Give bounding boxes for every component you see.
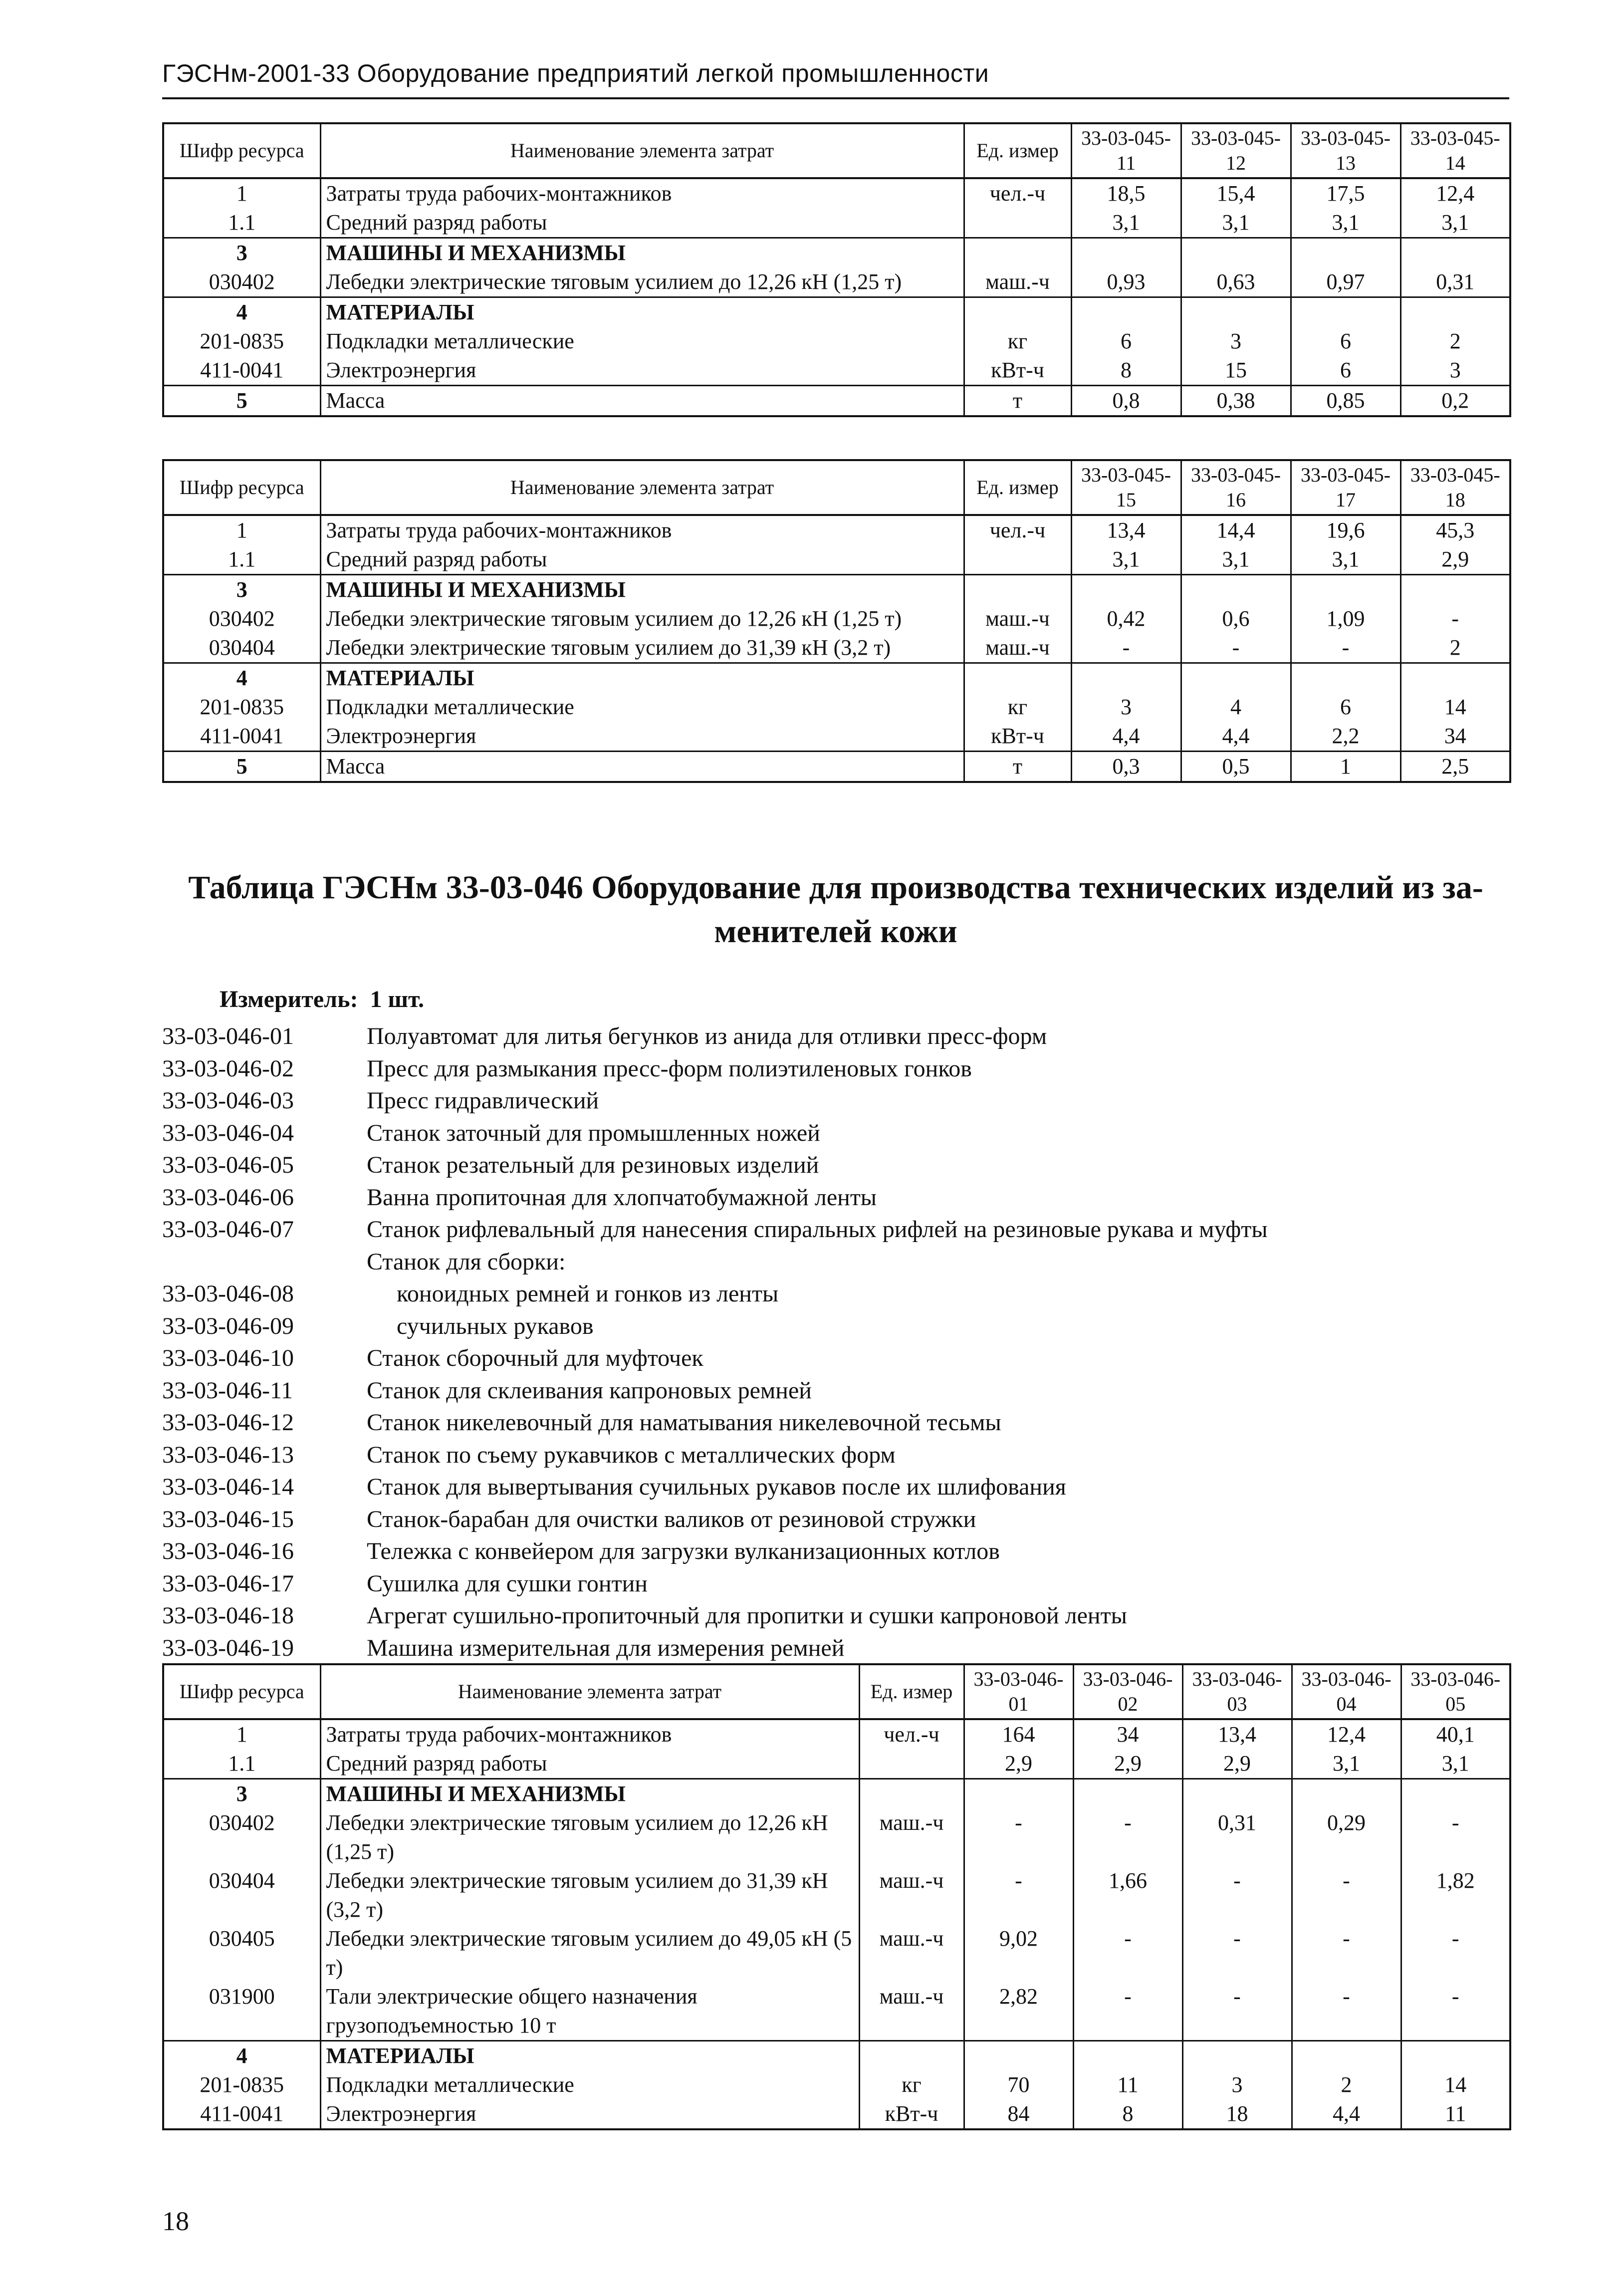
col-header-unit: Ед. измер [964,123,1071,178]
norm-value: 164 [964,1719,1073,1749]
resource-name: Средний разряд работы [320,208,964,238]
item-code: 33-03-046-03 [162,1087,294,1114]
resource-code: 030404 [163,633,320,663]
norm-value: - [1401,1982,1510,2041]
resource-code: 201-0835 [163,327,320,356]
norm-value: - [964,1808,1073,1866]
norm-value: 8 [1073,2099,1182,2129]
col-header-norm: 33-03-045-11 [1071,123,1181,178]
col-header-norm: 33-03-046-03 [1182,1664,1292,1719]
norm-value: 9,02 [964,1924,1073,1982]
table-row [163,545,1510,575]
resource-name: Лебедки электрические тяговым усилием до 12,26 кН (1,25 т) [320,1808,859,1866]
table-row [163,1749,1510,1779]
table-row [163,1719,1510,1749]
norm-value: - [1182,1982,1292,2041]
resource-name: Электроэнергия [320,2099,859,2129]
section-title: МАТЕРИАЛЫ [320,297,964,327]
resource-unit: маш.-ч [964,633,1071,663]
norm-value: 3,1 [1291,545,1400,575]
meter-value: 1 шт. [370,986,424,1013]
norm-value: - [1073,1924,1182,1982]
section-title-line: менителей кожи [714,913,957,950]
norm-value: - [1400,604,1510,633]
section-row [163,297,1510,327]
norm-value: - [1181,633,1291,663]
norm-value: 45,3 [1400,515,1510,545]
table-row [163,356,1510,386]
item-code: 33-03-046-08 [162,1280,294,1307]
norm-value: 0,5 [1181,752,1291,782]
norm-value: - [1292,1982,1401,2041]
list-item [162,1632,1509,1665]
section-title: МАШИНЫ И МЕХАНИЗМЫ [320,575,964,605]
resource-name: Затраты труда рабочих-монтажников [320,178,964,208]
item-code: 33-03-046-14 [162,1474,294,1500]
item-text: Полуавтомат для литья бегунков из анида для отливки пресс-форм [367,1023,1047,1049]
section-code: 4 [163,2041,320,2071]
list-item [162,1310,1509,1343]
resource-unit: маш.-ч [964,267,1071,297]
table-row [163,327,1510,356]
norm-value: 15 [1181,356,1291,386]
resource-code: 411-0041 [163,2099,320,2129]
norm-value: 2,82 [964,1982,1073,2041]
resource-name: Затраты труда рабочих-монтажников [320,1719,859,1749]
list-item [162,1535,1509,1568]
norm-value: - [1073,1982,1182,2041]
table-row [163,1866,1510,1924]
table-row [163,633,1510,663]
norm-value: 0,93 [1071,267,1181,297]
item-code: 33-03-046-07 [162,1216,294,1243]
norm-value: - [1073,1808,1182,1866]
resource-unit: т [964,386,1071,417]
norm-value: 4,4 [1292,2099,1401,2129]
item-code: 33-03-046-09 [162,1312,294,1339]
item-text: Станок рифлевальный для нанесения спиральных рифлей на резиновые рукава и муфты [367,1216,1268,1243]
section-code: 3 [163,238,320,268]
norm-value: 1 [1291,752,1400,782]
norm-value: 40,1 [1401,1719,1510,1749]
list-item [162,1085,1509,1117]
list-item [162,1278,1509,1310]
resource-code: 030402 [163,604,320,633]
list-item [162,1600,1509,1632]
resource-name: Масса [320,752,964,782]
norm-value: - [1401,1808,1510,1866]
norm-value: 0,2 [1400,386,1510,417]
norm-value: 1,82 [1401,1866,1510,1924]
norm-value: 14 [1400,693,1510,722]
resource-unit [964,208,1071,238]
resource-unit: чел.-ч [859,1719,964,1749]
item-text: Станок для склеивания капроновых ремней [367,1377,812,1404]
norm-value: 2,9 [964,1749,1073,1779]
table-row [163,722,1510,752]
meter-label: Измеритель: [220,986,358,1013]
norm-value: - [1182,1924,1292,1982]
meter-line [220,986,424,1013]
norm-value: 15,4 [1181,178,1291,208]
norm-value: 2,9 [1400,545,1510,575]
resource-code: 5 [163,752,320,782]
table-row [163,2070,1510,2099]
resource-code: 1.1 [163,208,320,238]
norm-value: 8 [1071,356,1181,386]
norm-value: 3,1 [1291,208,1400,238]
norm-table-045-11-14 [162,122,1511,417]
list-item [162,1439,1509,1472]
norm-value: 0,31 [1400,267,1510,297]
item-text: Станок по съему рукавчиков с металлических форм [367,1441,896,1468]
resource-name: Подкладки металлические [320,693,964,722]
list-item [162,1407,1509,1439]
norm-value: 4,4 [1181,722,1291,752]
norm-value: 11 [1073,2070,1182,2099]
header-rule [162,97,1509,99]
norm-value: - [1292,1924,1401,1982]
list-item [162,1471,1509,1504]
resource-name: Средний разряд работы [320,1749,859,1779]
item-text: Ванна пропиточная для хлопчатобумажной ленты [367,1184,877,1211]
table-row [163,1982,1510,2041]
resource-name: Подкладки металлические [320,327,964,356]
norm-value: 14,4 [1181,515,1291,545]
list-item [162,1568,1509,1600]
item-text: Станок заточный для промышленных ножей [367,1119,820,1146]
norm-value: 0,63 [1181,267,1291,297]
norm-value: 2,9 [1182,1749,1292,1779]
resource-unit [859,1749,964,1779]
table-row [163,386,1510,417]
resource-name: Электроэнергия [320,356,964,386]
norm-value: 3,1 [1400,208,1510,238]
item-code: 33-03-046-02 [162,1055,294,1082]
norm-value: 0,3 [1071,752,1181,782]
norm-value: 12,4 [1292,1719,1401,1749]
list-item [162,1504,1509,1536]
norm-value: 13,4 [1182,1719,1292,1749]
table-row [163,208,1510,238]
norm-table-045-15-18 [162,459,1511,783]
item-code: 33-03-046-18 [162,1602,294,1629]
item-text: Станок для сборки: [367,1248,566,1275]
item-text: Станок сборочный для муфточек [367,1345,703,1371]
section-title-line: Таблица ГЭСНм 33-03-046 Оборудование для производства технических изделий из за- [188,869,1483,906]
norm-value: 3,1 [1181,545,1291,575]
norm-value: 0,29 [1292,1808,1401,1866]
norm-value: 3,1 [1401,1749,1510,1779]
resource-name: Тали электрические общего назначения грузоподъемностью 10 т [320,1982,859,2041]
resource-code: 1 [163,1719,320,1749]
resource-name: Подкладки металлические [320,2070,859,2099]
col-header-norm: 33-03-046-01 [964,1664,1073,1719]
resource-unit: чел.-ч [964,515,1071,545]
col-header-name: Наименование элемента затрат [320,1664,859,1719]
norm-value: 4,4 [1071,722,1181,752]
section-code: 4 [163,663,320,693]
list-item [162,1182,1509,1214]
resource-code: 030402 [163,1808,320,1866]
resource-unit: кг [964,693,1071,722]
resource-code: 1.1 [163,1749,320,1779]
norm-value: 2,5 [1400,752,1510,782]
resource-code: 411-0041 [163,356,320,386]
section-title [162,866,1509,954]
item-code: 33-03-046-01 [162,1023,294,1049]
norm-value: 18,5 [1071,178,1181,208]
resource-unit: т [964,752,1071,782]
norm-value: 3 [1400,356,1510,386]
item-code: 33-03-046-17 [162,1570,294,1597]
resource-code: 201-0835 [163,693,320,722]
norm-value: 2 [1292,2070,1401,2099]
norm-value: 4 [1181,693,1291,722]
resource-name: Лебедки электрические тяговым усилием до 12,26 кН (1,25 т) [320,604,964,633]
resource-unit: кг [964,327,1071,356]
page-number: 18 [162,2206,189,2236]
col-header-norm: 33-03-045-13 [1291,123,1400,178]
norm-value: 11 [1401,2099,1510,2129]
resource-code: 030404 [163,1866,320,1924]
item-code: 33-03-046-11 [162,1377,293,1404]
resource-unit: кг [859,2070,964,2099]
norm-value: 3,1 [1292,1749,1401,1779]
norm-value: 2,2 [1291,722,1400,752]
item-text: Машина измерительная для измерения ремней [367,1634,845,1661]
resource-code: 030405 [163,1924,320,1982]
resource-code: 201-0835 [163,2070,320,2099]
resource-name: Затраты труда рабочих-монтажников [320,515,964,545]
norm-value: 34 [1073,1719,1182,1749]
norm-value: 0,85 [1291,386,1400,417]
item-text: Пресс гидравлический [367,1087,599,1114]
norm-value: 17,5 [1291,178,1400,208]
resource-unit: маш.-ч [964,604,1071,633]
col-header-norm: 33-03-045-17 [1291,460,1400,515]
section-title: МАШИНЫ И МЕХАНИЗМЫ [320,1779,859,1809]
resource-code: 1 [163,515,320,545]
col-header-norm: 33-03-045-12 [1181,123,1291,178]
item-code: 33-03-046-04 [162,1119,294,1146]
norm-value: - [1291,633,1400,663]
resource-name: Лебедки электрические тяговым усилием до 31,39 кН (3,2 т) [320,1866,859,1924]
resource-name: Средний разряд работы [320,545,964,575]
norm-value: 0,97 [1291,267,1400,297]
col-header-unit: Ед. измер [964,460,1071,515]
section-title: МАТЕРИАЛЫ [320,663,964,693]
norm-value: 2 [1400,633,1510,663]
list-item [162,1375,1509,1407]
list-item [162,1214,1509,1246]
item-text: Агрегат сушильно-пропиточный для пропитки и сушки капроновой ленты [367,1602,1127,1629]
norm-value: - [1292,1866,1401,1924]
norm-value: 0,6 [1181,604,1291,633]
item-code: 33-03-046-15 [162,1506,294,1532]
list-item [162,1149,1509,1182]
col-header-code: Шифр ресурса [163,123,320,178]
norm-value: 0,38 [1181,386,1291,417]
resource-unit: маш.-ч [859,1982,964,2041]
norm-value: 3 [1181,327,1291,356]
resource-unit: чел.-ч [964,178,1071,208]
list-item [162,1020,1509,1053]
item-code: 33-03-046-05 [162,1152,294,1178]
resource-name: Лебедки электрические тяговым усилием до 49,05 кН (5 т) [320,1924,859,1982]
col-header-norm: 33-03-046-05 [1401,1664,1510,1719]
section-code: 4 [163,297,320,327]
resource-code: 411-0041 [163,722,320,752]
resource-code: 5 [163,386,320,417]
norm-value: 0,8 [1071,386,1181,417]
norm-value: 0,42 [1071,604,1181,633]
table-row [163,752,1510,782]
col-header-norm: 33-03-046-02 [1073,1664,1182,1719]
item-code: 33-03-046-19 [162,1634,294,1661]
list-item [162,1246,1509,1278]
item-text: Тележка с конвейером для загрузки вулканизационных котлов [367,1538,1000,1564]
norm-value: 3 [1071,693,1181,722]
norm-value: 34 [1400,722,1510,752]
item-text: Станок-барабан для очистки валиков от резиновой стружки [367,1506,976,1532]
norm-value: - [1401,1924,1510,1982]
resource-unit: кВт-ч [859,2099,964,2129]
list-item [162,1117,1509,1150]
col-header-code: Шифр ресурса [163,460,320,515]
table-row [163,2099,1510,2129]
norm-value: 2,9 [1073,1749,1182,1779]
col-header-norm: 33-03-046-04 [1292,1664,1401,1719]
norm-value: 84 [964,2099,1073,2129]
col-header-norm: 33-03-045-15 [1071,460,1181,515]
section-code: 3 [163,575,320,605]
table-row [163,1808,1510,1866]
norm-value: 3,1 [1181,208,1291,238]
norm-value: 70 [964,2070,1073,2099]
item-text: сучильных рукавов [397,1312,594,1339]
norm-value: 12,4 [1400,178,1510,208]
norm-value: 0,31 [1182,1808,1292,1866]
resource-unit: кВт-ч [964,722,1071,752]
col-header-code: Шифр ресурса [163,1664,320,1719]
norm-value: - [964,1866,1073,1924]
table-row [163,604,1510,633]
resource-code: 1 [163,178,320,208]
page-header: ГЭСНм-2001-33 Оборудование предприятий легкой промышленности [162,59,989,87]
norm-value: 6 [1071,327,1181,356]
norm-value: 19,6 [1291,515,1400,545]
item-code: 33-03-046-06 [162,1184,294,1211]
resource-unit: маш.-ч [859,1866,964,1924]
norm-value: 3,1 [1071,208,1181,238]
col-header-unit: Ед. измер [859,1664,964,1719]
resource-name: Масса [320,386,964,417]
norm-value: 18 [1182,2099,1292,2129]
norm-value: 13,4 [1071,515,1181,545]
section-title: МАШИНЫ И МЕХАНИЗМЫ [320,238,964,268]
table-row [163,178,1510,208]
resource-name: Лебедки электрические тяговым усилием до 31,39 кН (3,2 т) [320,633,964,663]
resource-code: 1.1 [163,545,320,575]
norm-value: 6 [1291,356,1400,386]
norm-value: 6 [1291,327,1400,356]
col-header-norm: 33-03-045-18 [1400,460,1510,515]
col-header-name: Наименование элемента затрат [320,123,964,178]
norm-value: 14 [1401,2070,1510,2099]
item-text: Станок резательный для резиновых изделий [367,1152,819,1178]
list-item [162,1053,1509,1085]
section-row [163,663,1510,693]
norm-value: 6 [1291,693,1400,722]
section-title: МАТЕРИАЛЫ [320,2041,859,2071]
resource-code: 030402 [163,267,320,297]
norm-table-046-01-05 [162,1663,1511,2130]
resource-unit: кВт-ч [964,356,1071,386]
item-code: 33-03-046-13 [162,1441,294,1468]
resource-unit: маш.-ч [859,1924,964,1982]
resource-name: Лебедки электрические тяговым усилием до 12,26 кН (1,25 т) [320,267,964,297]
item-text: коноидных ремней и гонков из ленты [397,1280,779,1307]
norm-value: - [1182,1866,1292,1924]
col-header-name: Наименование элемента затрат [320,460,964,515]
item-text: Пресс для размыкания пресс-форм полиэтиленовых гонков [367,1055,972,1082]
norm-value: 3 [1182,2070,1292,2099]
resource-unit: маш.-ч [859,1808,964,1866]
table-row [163,515,1510,545]
resource-unit [964,545,1071,575]
section-row [163,2041,1510,2071]
norm-value: 2 [1400,327,1510,356]
list-item [162,1342,1509,1375]
item-text: Станок никелевочный для наматывания никелевочной тесьмы [367,1409,1001,1436]
item-code: 33-03-046-16 [162,1538,294,1564]
section-row [163,238,1510,268]
norm-value: 1,66 [1073,1866,1182,1924]
item-text: Станок для вывертывания сучильных рукавов после их шлифования [367,1474,1066,1500]
resource-name: Электроэнергия [320,722,964,752]
equipment-list [162,1020,1509,1664]
col-header-norm: 33-03-045-16 [1181,460,1291,515]
section-row [163,1779,1510,1809]
section-code: 3 [163,1779,320,1809]
table-row [163,693,1510,722]
item-code: 33-03-046-12 [162,1409,294,1436]
item-code: 33-03-046-10 [162,1345,294,1371]
table-row [163,1924,1510,1982]
norm-value: - [1071,633,1181,663]
norm-value: 3,1 [1071,545,1181,575]
section-row [163,575,1510,605]
item-text: Сушилка для сушки гонтин [367,1570,648,1597]
col-header-norm: 33-03-045-14 [1400,123,1510,178]
norm-value: 1,09 [1291,604,1400,633]
table-row [163,267,1510,297]
resource-code: 031900 [163,1982,320,2041]
